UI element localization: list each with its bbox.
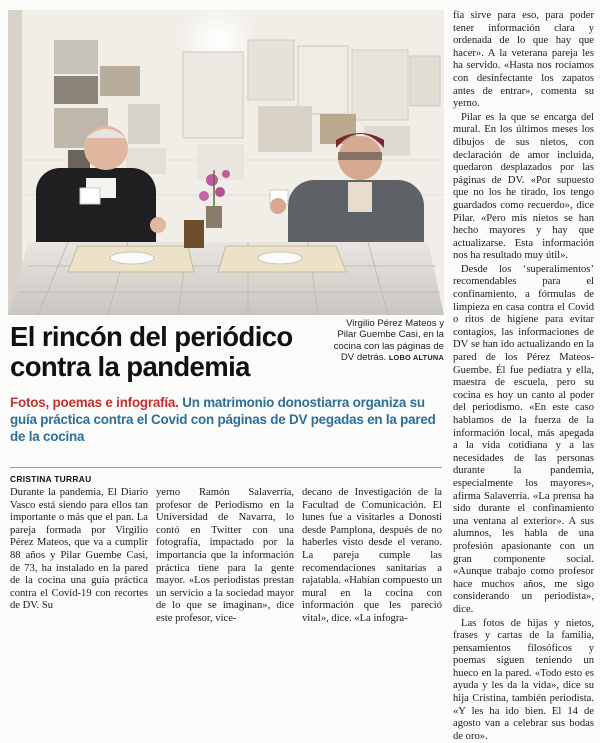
subhead-lead: Fotos, poemas e infografía. <box>10 395 179 410</box>
divider-rule <box>10 467 442 468</box>
photo-credit: LOBO ALTUNA <box>389 353 444 362</box>
body-column-1 <box>10 487 148 625</box>
article-subhead <box>10 394 440 445</box>
subhead-rest: Un matrimonio donostiarra organiza su guía práctica contra el Covid con páginas de DV pegadas en la pared de la cocina <box>10 395 436 444</box>
caption-text: Virgilio Pérez Mateos y Pilar Guembe Casi, en la cocina con las páginas de DV detrás. <box>334 318 444 363</box>
paragraph: Desde los ‘superalimentos’ recomendables para el confinamiento, a fórmulas de limpieza en casa contra el Covid o ritos de higiene para evitar contagios, las informaciones de DV se han ido actualizando en la pared de los Pérez Mateos-Guembe. Él fue pediatra y ella, maestra de escuela, pero su cocina es hoy un canto al poder del periodismo. «En este caso hablamos de la fuerza de la información local, más apegada a la vida cotidiana y a las necesidades de las personas durante la pandemia, especialmente los mayores», afirma Salaverría. «La prensa ha sido durante el confinamiento una ventana al exterior». A sus alumnos, les habla de una profesión apasionante con un gran componente social. «Aunque trabajo como profesor hace muchos años, me sigo considerando un periodista», dice. <box>453 264 594 617</box>
article-byline: CRISTINA TURRAU <box>10 474 160 484</box>
paragraph: yerno Ramón Salaverría, profesor de Periodismo en la Universidad de Navarra, lo contó en Twitter con una fotografía, impactado por la importancia que la información práctica tiene para la gente mayor. «Los periodistas prestan un servicio a la sociedad mayor de lo que se imaginan», dice este profesor, vice- <box>156 487 294 626</box>
paragraph: Pilar es la que se encarga del mural. En los últimos meses los dibujos de sus nietos, con declaración de amor incluida, quedaron desplazados por las páginas de DV. «Por supuesto que no los he tirado, los tengo guardados como recuerdo», dice Pilar. «Pero mis nietos se han hecho mayores y hay que actualizarse. Esta información nos ha resultado muy útil». <box>453 112 594 263</box>
paragraph: Durante la pandemia, El Diario Vasco está siendo para ellos tan importante o más que el pan. La pareja formada por Virgilio Pérez Mateos, que va a cumplir 88 años y Pilar Guembe Casi, de 73, ha instalado en la pared de la cocina una guía práctica contra el Covid-19 con recortes de DV. Su <box>10 487 148 613</box>
body-column-3 <box>302 487 442 625</box>
paragraph: fía sirve para eso, para poder tener información clara y ordenada de lo que hay que hacer». A la veterana pareja les ha servido. «Hasta nos rociamos con desinfectante los zapatos antes de entrar», comenta su yerno. <box>453 10 594 111</box>
paragraph: Las fotos de hijas y nietos, frases y cartas de la familia, pensamientos filosóficos y poemas siguen teniendo un hueco en la pared. «Todo esto es ayuda y les da la vida», dice su hija Cristina, también periodista. «Y les ha ido bien. El 14 de agosto van a celebrar sus bodas de oro». <box>453 618 594 743</box>
body-column-2 <box>156 487 294 625</box>
article-headline: El rincón del periódico contra la pandemia <box>10 322 340 382</box>
kitchen-photo-illustration <box>8 10 444 315</box>
body-column-4 <box>453 10 594 626</box>
paragraph: decano de Investigación de la Facultad de Comunicación. El lunes fue a visitarles a Donosti desde Pamplona, después de no haberles visto desde el verano. La pareja cumple las recomendaciones sanitarias a rajatabla. «Habían compuesto un mural en la cocina con información que les pareció vital», dice. «La infogra- <box>302 487 442 626</box>
article-photo <box>8 10 444 315</box>
photo-caption <box>330 318 444 364</box>
